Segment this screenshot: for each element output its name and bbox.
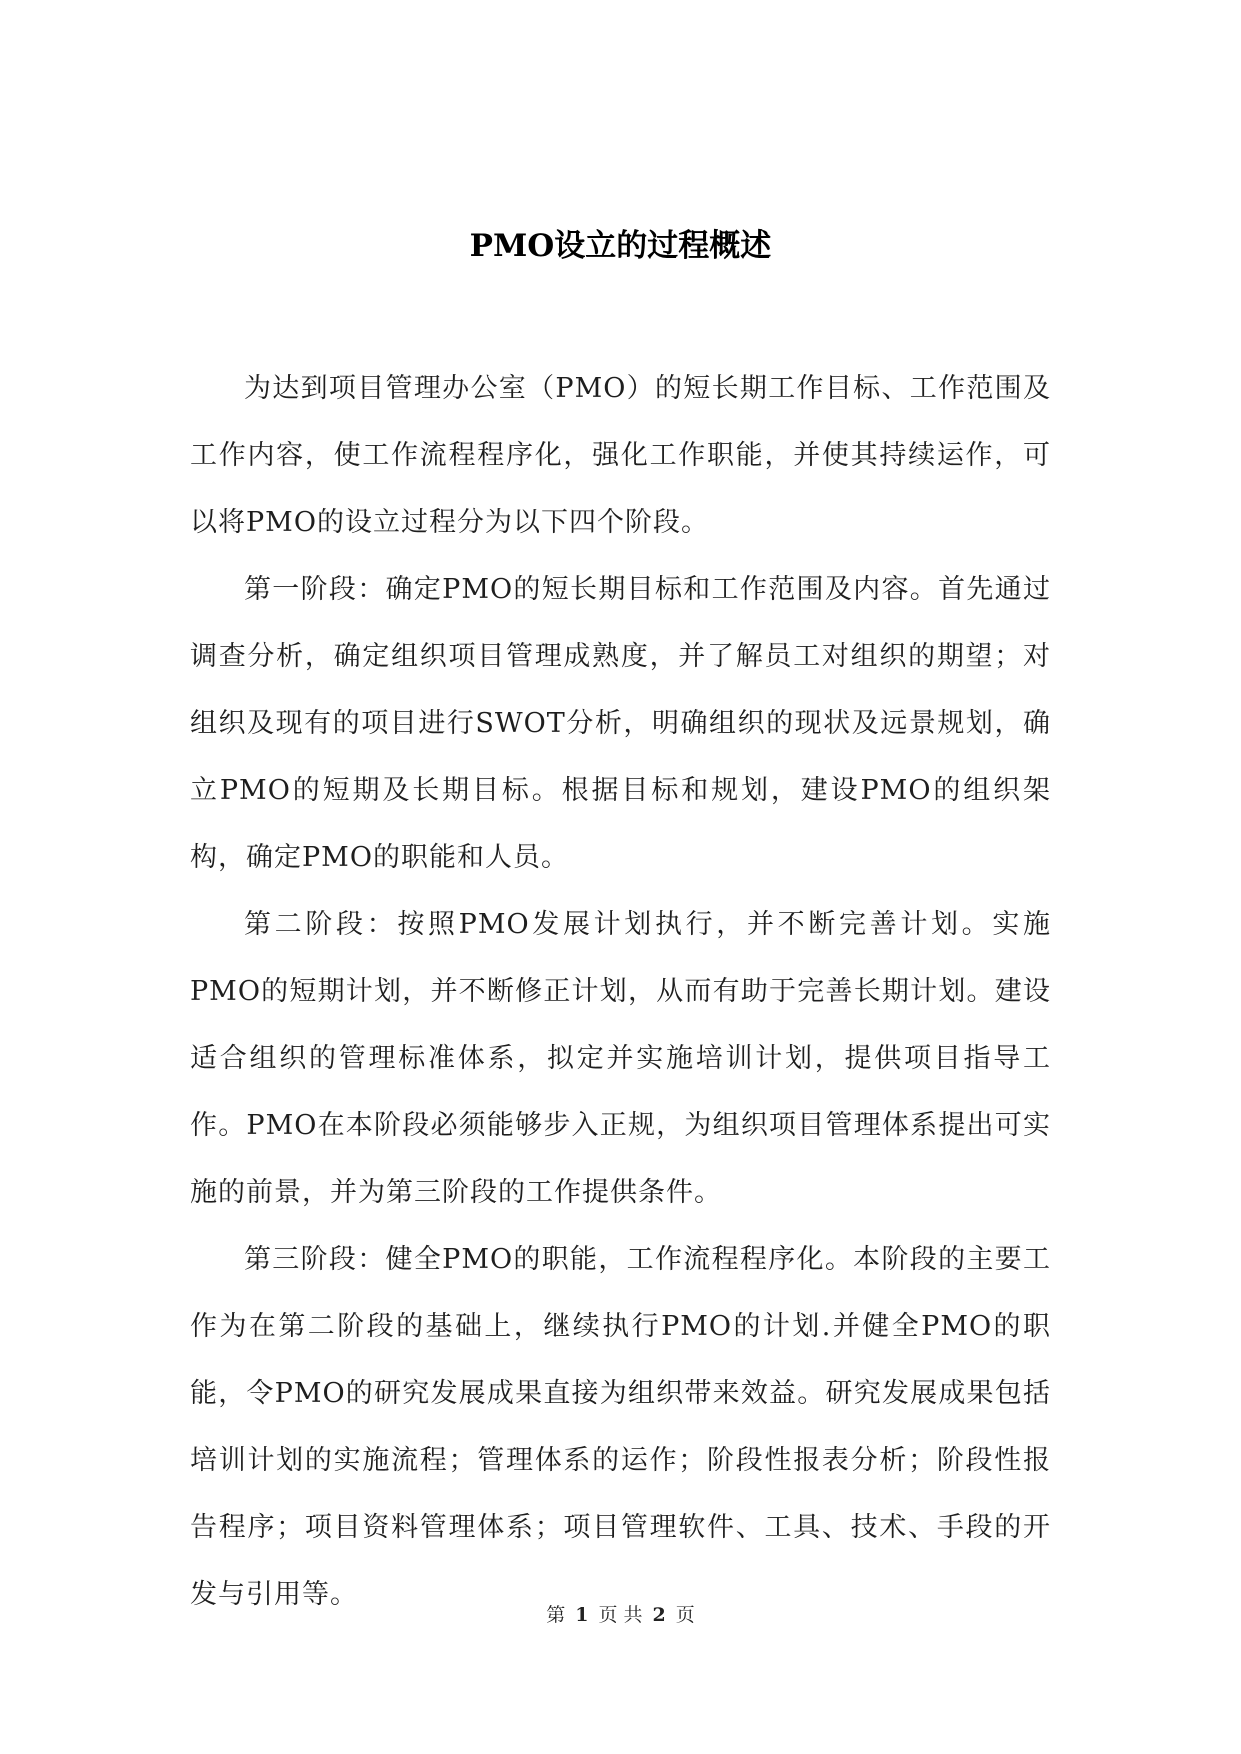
footer-total-pages: 2	[652, 1604, 666, 1626]
document-body	[190, 355, 1051, 1628]
paragraph-stage-three: 第三阶段：健全PMO的职能，工作流程程序化。本阶段的主要工作为在第二阶段的基础上，继续执行PMO的计划.并健全PMO的职能，令PMO的研究发展成果直接为组织带来效益。研究发展成果包括培训计划的实施流程；管理体系的运作；阶段性报表分析；阶段性报告程序；项目资料管理体系；项目管理软件、工具、技术、手段的开发与引用等。	[190, 1244, 1051, 1610]
footer-middle: 页 共	[598, 1604, 643, 1626]
footer-page-number: 1	[575, 1604, 589, 1626]
paragraph-stage-one: 第一阶段：确定PMO的短长期目标和工作范围及内容。首先通过调查分析，确定组织项目管理成熟度，并了解员工对组织的期望；对组织及现有的项目进行SWOT分析，明确组织的现状及远景规划，确立PMO的短期及长期目标。根据目标和规划，建设PMO的组织架构，确定PMO的职能和人员。	[190, 574, 1051, 873]
document-title: PMO设立的过程概述	[469, 228, 772, 264]
paragraph-intro: 为达到项目管理办公室（PMO）的短长期工作目标、工作范围及工作内容，使工作流程程序化，强化工作职能，并使其持续运作，可以将PMO的设立过程分为以下四个阶段。	[190, 373, 1051, 538]
page-footer	[0, 1600, 1241, 1630]
paragraph-stage-two: 第二阶段：按照PMO发展计划执行，并不断完善计划。实施PMO的短期计划，并不断修正计划，从而有助于完善长期计划。建设适合组织的管理标准体系，拟定并实施培训计划，提供项目指导工作。PMO在本阶段必须能够步入正规，为组织项目管理体系提出可实施的前景，并为第三阶段的工作提供条件。	[190, 909, 1051, 1208]
footer-suffix: 页	[675, 1604, 695, 1626]
footer-prefix: 第	[546, 1604, 566, 1626]
